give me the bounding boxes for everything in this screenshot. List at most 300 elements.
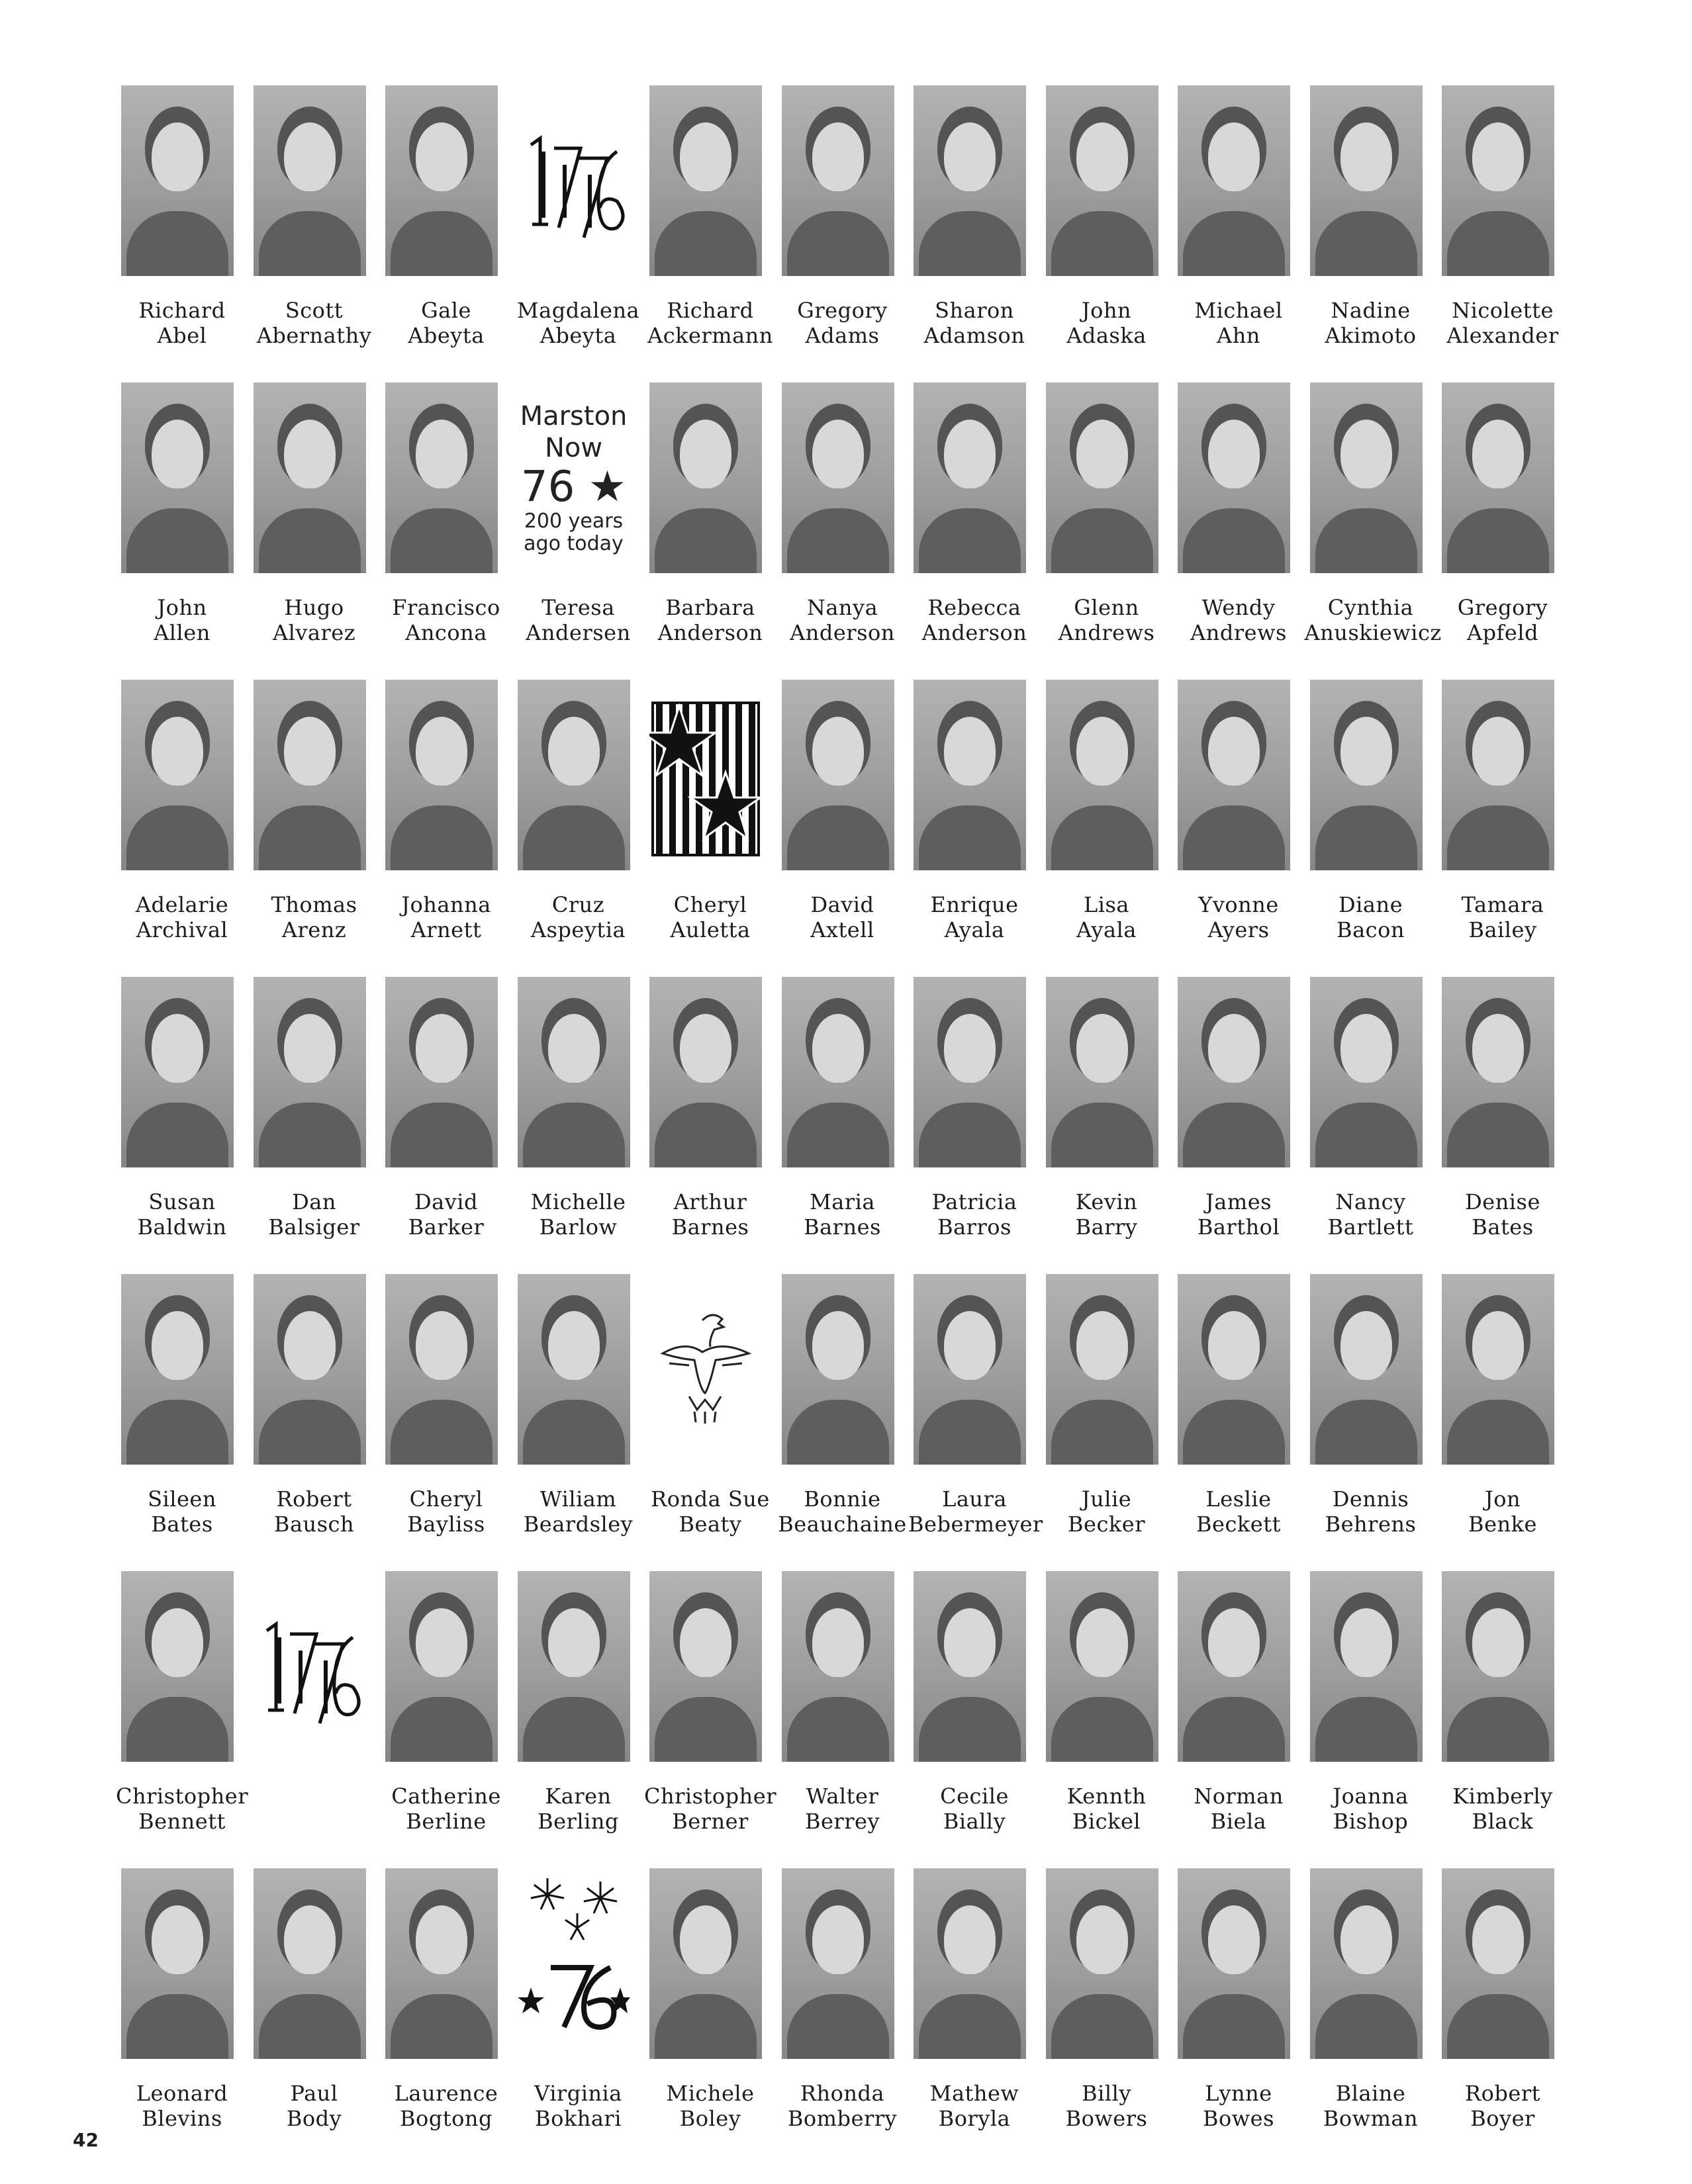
portrait-shoulders xyxy=(787,211,889,276)
student-name xyxy=(116,1189,248,1240)
student-portrait-card xyxy=(1041,974,1173,1271)
student-last-name: Bowes xyxy=(1202,2106,1275,2131)
portrait-shoulders xyxy=(655,1103,757,1167)
student-first-name: Laura xyxy=(942,1486,1007,1512)
portrait-shoulders xyxy=(1051,508,1153,573)
portrait-shoulders xyxy=(1051,1994,1153,2059)
student-last-name: Abeyta xyxy=(540,323,617,348)
portrait-shoulders xyxy=(919,805,1021,870)
portrait-head xyxy=(416,1311,467,1380)
student-photo xyxy=(649,1868,762,2059)
student-first-name: Gregory xyxy=(797,298,888,323)
portrait-shoulders xyxy=(391,508,493,573)
student-first-name: Ronda Sue xyxy=(651,1486,770,1512)
portrait-head xyxy=(1472,1311,1524,1380)
student-name xyxy=(644,2081,776,2131)
student-photo xyxy=(121,1868,234,2059)
student-last-name: Beaty xyxy=(679,1512,742,1537)
student-portrait-card xyxy=(116,380,248,677)
student-last-name: Blevins xyxy=(142,2106,222,2131)
student-first-name: Gregory xyxy=(1457,595,1548,620)
student-last-name: Akimoto xyxy=(1325,323,1417,348)
student-last-name: Berner xyxy=(672,1809,749,1834)
student-last-name: Berline xyxy=(406,1809,487,1834)
student-portrait-card xyxy=(380,1569,512,1866)
student-first-name: Julie xyxy=(1081,1486,1132,1512)
student-last-name: Bartlett xyxy=(1327,1214,1414,1240)
student-last-name: Bebermeyer xyxy=(908,1512,1043,1537)
student-last-name: Ahn xyxy=(1217,323,1260,348)
student-photo xyxy=(1178,85,1290,276)
student-name xyxy=(644,1784,776,1834)
bicentennial-art xyxy=(518,1868,630,2059)
bicentennial-art xyxy=(649,1274,762,1465)
portrait-head xyxy=(944,122,996,191)
student-name xyxy=(1436,298,1569,348)
portrait-shoulders xyxy=(1051,211,1153,276)
portrait-head xyxy=(548,1608,600,1677)
student-name xyxy=(644,595,776,645)
student-last-name: Bates xyxy=(151,1512,213,1537)
portrait-head xyxy=(944,1608,996,1677)
student-last-name: Bennett xyxy=(138,1809,226,1834)
student-name xyxy=(512,2081,645,2131)
portrait-shoulders xyxy=(1315,1994,1417,2059)
student-first-name: Wiliam xyxy=(540,1486,617,1512)
student-first-name: Thomas xyxy=(271,892,357,917)
student-name xyxy=(908,298,1041,348)
student-name xyxy=(1436,2081,1569,2131)
student-first-name: Norman xyxy=(1194,1784,1284,1809)
student-first-name: Adelarie xyxy=(135,892,229,917)
student-photo xyxy=(385,977,498,1167)
student-portrait-card xyxy=(1305,83,1437,380)
student-name xyxy=(380,298,512,348)
student-portrait-card xyxy=(1172,974,1305,1271)
student-portrait-card xyxy=(776,1866,909,2163)
portrait-head xyxy=(1208,717,1260,786)
portrait-head xyxy=(1208,420,1260,488)
student-name xyxy=(1041,1189,1173,1240)
student-name xyxy=(1172,298,1305,348)
student-name xyxy=(644,1189,776,1240)
student-last-name: Anderson xyxy=(921,620,1027,645)
student-photo xyxy=(121,85,234,276)
student-last-name: Adamson xyxy=(923,323,1025,348)
portrait-shoulders xyxy=(787,1103,889,1167)
student-name xyxy=(1305,2081,1437,2131)
portrait-shoulders xyxy=(1447,1697,1549,1762)
portrait-shoulders xyxy=(1315,1697,1417,1762)
student-last-name: Adams xyxy=(805,323,880,348)
portrait-head xyxy=(284,1905,336,1974)
student-name xyxy=(116,1784,248,1834)
student-photo xyxy=(649,977,762,1167)
portrait-shoulders xyxy=(1315,1103,1417,1167)
student-name xyxy=(1172,2081,1305,2131)
portrait-head xyxy=(812,1608,864,1677)
student-portrait-card xyxy=(512,974,645,1271)
portrait-head xyxy=(1340,122,1392,191)
student-name xyxy=(908,1486,1041,1537)
student-photo xyxy=(1442,1274,1554,1465)
portrait-shoulders xyxy=(787,805,889,870)
student-portrait-card xyxy=(380,83,512,380)
student-portrait-card xyxy=(116,83,248,380)
student-name xyxy=(644,298,776,348)
student-photo xyxy=(1046,85,1158,276)
student-last-name: Ackermann xyxy=(647,323,773,348)
student-last-name: Bowman xyxy=(1323,2106,1419,2131)
student-portrait-card xyxy=(644,380,776,677)
student-portrait-card xyxy=(248,1866,381,2163)
portrait-shoulders xyxy=(919,1697,1021,1762)
student-name xyxy=(1041,1486,1173,1537)
decorative-art-card xyxy=(512,83,645,380)
student-last-name: Barnes xyxy=(804,1214,881,1240)
student-name xyxy=(116,892,248,942)
student-portrait-card xyxy=(1172,380,1305,677)
student-last-name: Ayers xyxy=(1207,917,1270,942)
student-first-name: Francisco xyxy=(392,595,500,620)
student-first-name: Cruz xyxy=(551,892,605,917)
student-portrait-card xyxy=(1305,1569,1437,1866)
student-first-name: Paul xyxy=(290,2081,338,2106)
student-portrait-card xyxy=(248,974,381,1271)
student-name xyxy=(512,1486,645,1537)
art-text-line: 200 years xyxy=(524,510,624,533)
portrait-head xyxy=(944,420,996,488)
student-last-name: Beckett xyxy=(1196,1512,1281,1537)
student-portrait-card xyxy=(380,974,512,1271)
portrait-head xyxy=(680,420,731,488)
student-last-name: Alexander xyxy=(1446,323,1559,348)
student-portrait-card xyxy=(908,83,1041,380)
student-last-name: Black xyxy=(1472,1809,1534,1834)
student-portrait-card xyxy=(116,1271,248,1569)
student-portrait-card xyxy=(116,1866,248,2163)
student-first-name: Susan xyxy=(148,1189,216,1214)
student-portrait-card xyxy=(1304,380,1442,677)
portrait-shoulders xyxy=(1447,805,1549,870)
student-name xyxy=(1041,2081,1173,2131)
student-photo xyxy=(121,1571,234,1762)
portrait-shoulders xyxy=(1447,1103,1549,1167)
student-first-name: Nancy xyxy=(1335,1189,1406,1214)
bicentennial-art xyxy=(518,85,630,276)
student-name xyxy=(776,892,909,942)
student-last-name: Behrens xyxy=(1325,1512,1417,1537)
student-portrait-card xyxy=(776,1569,909,1866)
student-last-name: Aspeytia xyxy=(530,917,626,942)
student-first-name: Christopher xyxy=(644,1784,776,1809)
student-photo xyxy=(254,977,366,1167)
student-last-name: Barnes xyxy=(671,1214,749,1240)
student-last-name: Arnett xyxy=(410,917,482,942)
portrait-head xyxy=(416,717,467,786)
portrait-shoulders xyxy=(391,1697,493,1762)
student-first-name: Virginia xyxy=(534,2081,622,2106)
student-photo xyxy=(914,383,1026,573)
student-photo xyxy=(121,383,234,573)
portrait-head xyxy=(416,1905,467,1974)
student-photo xyxy=(1178,383,1290,573)
student-name xyxy=(1172,1784,1305,1834)
student-name xyxy=(1436,595,1569,645)
student-last-name: Adaska xyxy=(1066,323,1147,348)
student-last-name: Anderson xyxy=(790,620,895,645)
student-photo xyxy=(518,680,630,870)
portrait-shoulders xyxy=(787,508,889,573)
student-portrait-card xyxy=(1041,380,1173,677)
student-first-name: Teresa xyxy=(541,595,615,620)
student-last-name: Allen xyxy=(154,620,211,645)
portrait-head xyxy=(548,1014,600,1083)
portrait-head xyxy=(1340,1608,1392,1677)
student-portrait-card xyxy=(908,380,1041,677)
student-last-name: Beardsley xyxy=(523,1512,634,1537)
student-name xyxy=(644,892,776,942)
student-first-name: David xyxy=(810,892,874,917)
student-portrait-card xyxy=(776,380,909,677)
portrait-shoulders xyxy=(787,1697,889,1762)
student-last-name: Bokhari xyxy=(535,2106,622,2131)
portrait-head xyxy=(1340,1014,1392,1083)
student-first-name: Christopher xyxy=(116,1784,248,1809)
student-first-name: Michele xyxy=(666,2081,755,2106)
student-name xyxy=(512,595,645,645)
portrait-head xyxy=(812,122,864,191)
student-first-name: Leonard xyxy=(136,2081,228,2106)
student-name xyxy=(1305,298,1437,348)
student-photo xyxy=(1310,85,1423,276)
student-photo xyxy=(782,1571,894,1762)
portrait-shoulders xyxy=(126,805,228,870)
student-name xyxy=(512,1189,645,1240)
portrait-head xyxy=(416,1014,467,1083)
student-name xyxy=(512,892,645,942)
student-name xyxy=(380,1189,512,1240)
1776-drawing xyxy=(254,1571,366,1762)
student-photo xyxy=(914,1274,1026,1465)
portrait-shoulders xyxy=(391,1994,493,2059)
portrait-shoulders xyxy=(523,1400,625,1465)
portrait-head xyxy=(944,717,996,786)
portrait-shoulders xyxy=(259,508,361,573)
student-first-name: Diane xyxy=(1338,892,1403,917)
student-first-name: Richard xyxy=(667,298,754,323)
student-portrait-card xyxy=(116,974,248,1271)
portrait-head xyxy=(1472,1608,1524,1677)
student-first-name: Leslie xyxy=(1205,1486,1272,1512)
student-portrait-card xyxy=(116,677,248,974)
student-photo xyxy=(1046,1274,1158,1465)
student-first-name: Cecile xyxy=(940,1784,1009,1809)
portrait-shoulders xyxy=(1183,508,1285,573)
portrait-shoulders xyxy=(126,211,228,276)
portrait-head xyxy=(1472,1014,1524,1083)
portrait-shoulders xyxy=(1183,1697,1285,1762)
portrait-head xyxy=(1208,122,1260,191)
student-last-name: Berrey xyxy=(804,1809,880,1834)
student-photo xyxy=(385,85,498,276)
student-photo xyxy=(254,85,366,276)
student-last-name: Archival xyxy=(136,917,228,942)
portrait-head xyxy=(1472,1905,1524,1974)
student-last-name: Bates xyxy=(1472,1214,1534,1240)
portrait-head xyxy=(1472,420,1524,488)
student-portrait-card xyxy=(248,1271,381,1569)
student-portrait-card xyxy=(1436,380,1569,677)
student-portrait-card xyxy=(116,1569,248,1866)
portrait-head xyxy=(680,1608,731,1677)
portrait-head xyxy=(812,717,864,786)
student-first-name: Joanna xyxy=(1333,1784,1409,1809)
student-first-name: Enrique xyxy=(930,892,1019,917)
student-photo xyxy=(121,977,234,1167)
student-photo xyxy=(1178,680,1290,870)
student-portrait-card xyxy=(908,974,1041,1271)
portrait-shoulders xyxy=(919,1994,1021,2059)
student-photo xyxy=(1178,1868,1290,2059)
student-portrait-card xyxy=(1172,1271,1305,1569)
student-last-name: Barlow xyxy=(539,1214,618,1240)
1776-drawing xyxy=(518,85,630,276)
student-portrait-card xyxy=(512,677,645,974)
student-name xyxy=(248,298,381,348)
student-photo xyxy=(914,1868,1026,2059)
student-last-name: Abel xyxy=(157,323,207,348)
student-first-name: James xyxy=(1205,1189,1272,1214)
student-first-name: Patricia xyxy=(931,1189,1017,1214)
student-portrait-card xyxy=(380,380,512,677)
student-first-name: Catherine xyxy=(391,1784,501,1809)
student-portrait-card xyxy=(380,677,512,974)
portrait-shoulders xyxy=(655,211,757,276)
student-photo xyxy=(1310,1571,1423,1762)
portrait-head xyxy=(416,122,467,191)
portrait-shoulders xyxy=(259,1103,361,1167)
student-last-name: Anderson xyxy=(657,620,763,645)
student-name xyxy=(248,1189,381,1240)
student-name xyxy=(248,892,381,942)
student-last-name: Body xyxy=(286,2106,342,2131)
student-name xyxy=(776,595,909,645)
student-photo xyxy=(1046,1868,1158,2059)
student-photo xyxy=(1178,1274,1290,1465)
portrait-shoulders xyxy=(126,508,228,573)
portrait-shoulders xyxy=(787,1400,889,1465)
student-portrait-card xyxy=(1305,1866,1437,2163)
student-first-name: Lisa xyxy=(1084,892,1129,917)
portrait-head xyxy=(548,717,600,786)
student-photo xyxy=(518,977,630,1167)
portrait-shoulders xyxy=(1315,805,1417,870)
student-name xyxy=(1305,1784,1437,1834)
portrait-shoulders xyxy=(126,1994,228,2059)
student-name xyxy=(1305,1189,1437,1240)
student-last-name: Alvarez xyxy=(272,620,356,645)
student-photo xyxy=(518,1571,630,1762)
art-text-line: ago today xyxy=(524,532,624,555)
student-last-name: Ayala xyxy=(944,917,1005,942)
portrait-head xyxy=(1208,1905,1260,1974)
decorative-art-card xyxy=(512,1866,645,2163)
student-first-name: Kimberly xyxy=(1452,1784,1553,1809)
student-portrait-card xyxy=(1436,1271,1569,1569)
portrait-shoulders xyxy=(1447,1400,1549,1465)
student-name xyxy=(1172,1486,1305,1537)
portrait-shoulders xyxy=(919,211,1021,276)
student-photo xyxy=(1046,977,1158,1167)
student-name xyxy=(1172,1189,1305,1240)
portrait-shoulders xyxy=(259,211,361,276)
student-photo xyxy=(1442,383,1554,573)
student-portrait-card xyxy=(1436,677,1569,974)
portrait-head xyxy=(284,717,336,786)
student-photo xyxy=(1046,1571,1158,1762)
portrait-head xyxy=(944,1014,996,1083)
student-last-name: Bogtong xyxy=(400,2106,493,2131)
portrait-shoulders xyxy=(1315,211,1417,276)
student-photo xyxy=(1046,680,1158,870)
portrait-head xyxy=(152,717,203,786)
student-portrait-card xyxy=(1436,974,1569,1271)
student-last-name: Apfeld xyxy=(1466,620,1539,645)
student-first-name: Robert xyxy=(276,1486,352,1512)
portrait-shoulders xyxy=(259,1400,361,1465)
student-last-name: Barry xyxy=(1075,1214,1138,1240)
portrait-shoulders xyxy=(523,1697,625,1762)
student-last-name: Barros xyxy=(937,1214,1011,1240)
student-first-name: Richard xyxy=(138,298,226,323)
student-portrait-card xyxy=(1436,1866,1569,2163)
page-number: 42 xyxy=(73,2129,99,2151)
student-photo xyxy=(649,85,762,276)
portrait-head xyxy=(284,1311,336,1380)
student-last-name: Bausch xyxy=(273,1512,355,1537)
student-first-name: Robert xyxy=(1465,2081,1540,2106)
student-photo xyxy=(1178,1571,1290,1762)
student-first-name: Bonnie xyxy=(804,1486,881,1512)
student-name xyxy=(380,2081,512,2131)
student-portrait-card xyxy=(1172,677,1305,974)
student-name xyxy=(1172,892,1305,942)
student-photo xyxy=(385,383,498,573)
portrait-head xyxy=(1472,717,1524,786)
student-first-name: Rebecca xyxy=(927,595,1021,620)
student-first-name: Scott xyxy=(285,298,344,323)
student-name xyxy=(908,595,1041,645)
student-name xyxy=(1041,298,1173,348)
student-photo xyxy=(1310,1868,1423,2059)
student-last-name: Boley xyxy=(679,2106,741,2131)
portrait-head xyxy=(416,420,467,488)
student-photo xyxy=(1310,977,1423,1167)
student-photo xyxy=(121,1274,234,1465)
student-photo xyxy=(649,1571,762,1762)
student-first-name: Kennth xyxy=(1066,1784,1147,1809)
portrait-head xyxy=(1076,717,1128,786)
student-last-name: Abernathy xyxy=(256,323,372,348)
portrait-shoulders xyxy=(259,1994,361,2059)
student-portrait-card xyxy=(908,1271,1041,1569)
portrait-head xyxy=(1208,1014,1260,1083)
student-portrait-card xyxy=(248,83,381,380)
decorative-art-card xyxy=(512,380,645,677)
student-last-name: Barthol xyxy=(1197,1214,1280,1240)
student-name xyxy=(1304,595,1442,645)
